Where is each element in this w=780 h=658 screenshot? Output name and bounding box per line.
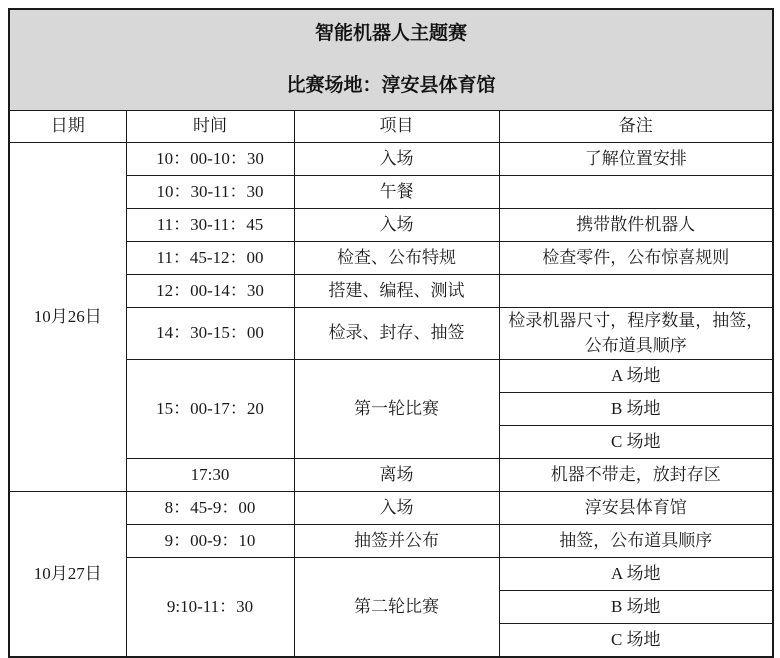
note-cell-venue-a: A 场地 <box>499 558 773 591</box>
note-cell-venue-b: B 场地 <box>499 591 773 624</box>
title-stack <box>13 11 769 109</box>
col-header-item: 项目 <box>294 111 499 143</box>
col-header-date: 日期 <box>9 111 126 143</box>
item-cell: 午餐 <box>294 176 499 209</box>
note-cell-venue-c: C 场地 <box>499 624 773 657</box>
item-cell: 抽签并公布 <box>294 525 499 558</box>
note-cell: 检录机器尺寸，程序数量，抽签，公布道具顺序 <box>499 308 773 360</box>
item-cell: 入场 <box>294 492 499 525</box>
note-cell: 检查零件，公布惊喜规则 <box>499 242 773 275</box>
date-cell-day2: 10月27日 <box>9 492 126 657</box>
note-cell: 携带散件机器人 <box>499 209 773 242</box>
note-cell: 机器不带走，放封存区 <box>499 459 773 492</box>
col-header-note: 备注 <box>499 111 773 143</box>
item-cell: 搭建、编程、测试 <box>294 275 499 308</box>
time-cell: 10：00-10：30 <box>126 143 294 176</box>
date-cell-day1: 10月26日 <box>9 143 126 492</box>
note-cell-venue-a: A 场地 <box>499 360 773 393</box>
time-cell: 17:30 <box>126 459 294 492</box>
item-cell: 第一轮比赛 <box>294 360 499 459</box>
time-cell: 8：45-9：00 <box>126 492 294 525</box>
time-cell: 11：45-12：00 <box>126 242 294 275</box>
time-cell: 12：00-14：30 <box>126 275 294 308</box>
item-cell: 检查、公布特规 <box>294 242 499 275</box>
note-cell-venue-b: B 场地 <box>499 393 773 426</box>
note-cell: 了解位置安排 <box>499 143 773 176</box>
page-subtitle: 比赛场地：淳安县体育馆 <box>286 75 496 96</box>
col-header-time: 时间 <box>126 111 294 143</box>
item-cell: 离场 <box>294 459 499 492</box>
time-cell: 9：00-9：10 <box>126 525 294 558</box>
note-cell <box>499 176 773 209</box>
note-cell-venue-c: C 场地 <box>499 426 773 459</box>
time-cell: 9:10-11：30 <box>126 558 294 657</box>
item-cell: 检录、封存、抽签 <box>294 308 499 360</box>
item-cell: 第二轮比赛 <box>294 558 499 657</box>
title-banner <box>9 9 773 111</box>
page-title: 智能机器人主题赛 <box>315 23 468 45</box>
time-cell: 10：30-11：30 <box>126 176 294 209</box>
time-cell: 15：00-17：20 <box>126 360 294 459</box>
time-cell: 14：30-15：00 <box>126 308 294 360</box>
note-cell: 抽签，公布道具顺序 <box>499 525 773 558</box>
schedule-table <box>8 8 774 658</box>
item-cell: 入场 <box>294 143 499 176</box>
item-cell: 入场 <box>294 209 499 242</box>
note-cell: 淳安县体育馆 <box>499 492 773 525</box>
time-cell: 11：30-11：45 <box>126 209 294 242</box>
note-cell <box>499 275 773 308</box>
